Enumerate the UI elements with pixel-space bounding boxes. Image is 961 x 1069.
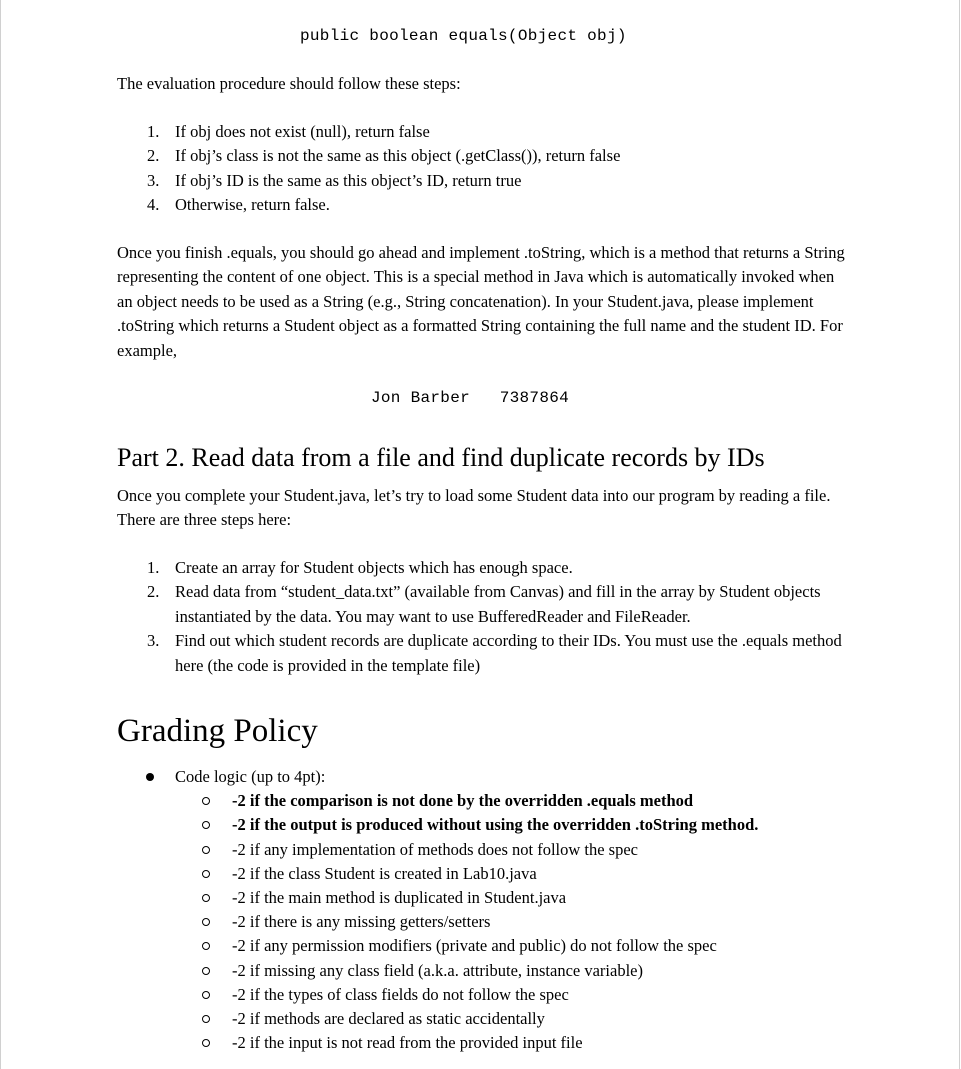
example-output: Jon Barber 7387864 [371,389,570,407]
circle-bullet-icon [202,894,210,902]
list-item: -2 if missing any class field (a.k.a. attribute, instance variable) [117,959,847,983]
list-item: 1. Create an array for Student objects which has enough space. [147,558,573,577]
part2-heading: Part 2. Read data from a file and find duplicate records by IDs [117,443,765,472]
circle-bullet-icon [202,991,210,999]
list-item: -2 if the output is produced without using the overridden .toString method. [117,813,847,837]
circle-bullet-icon [202,1015,210,1023]
circle-bullet-icon [202,967,210,975]
tostring-paragraph: Once you finish .equals, you should go ahead and implement .toString, which is a method that returns a String representing the content of one object. This is a special method in Java which is automatically invoked when an object needs to be used as a String (e.g., String concatenation). In your Student.java, please implement .toString which returns a Student object as a formatted String containing the full name and the student ID. For example, [117,243,845,360]
circle-bullet-icon [202,1039,210,1047]
list-item: -2 if there is any missing getters/setters [117,910,847,934]
grading-list [117,765,847,1055]
list-item: 3. Find out which student records are duplicate according to their IDs. You must use the .equals method here (the code is provided in the template file) [147,631,842,675]
list-item [117,765,847,1055]
grading-sublist [175,789,847,1055]
list-item: -2 if any implementation of methods does not follow the spec [117,838,847,862]
list-item: -2 if the comparison is not done by the overridden .equals method [117,789,847,813]
grading-heading: Grading Policy [117,713,318,749]
list-item: -2 if the input is not read from the provided input file [117,1031,847,1055]
code-signature: public boolean equals(Object obj) [300,27,627,45]
circle-bullet-icon [202,870,210,878]
list-item: 1. If obj does not exist (null), return false [147,122,430,141]
intro-text: The evaluation procedure should follow these steps: [117,74,461,93]
list-item: 2. Read data from “student_data.txt” (available from Canvas) and fill in the array by Student objects instantiated by the data. You may want to use BufferedReader and FileReader. [147,582,821,626]
evaluation-steps [117,120,847,218]
circle-bullet-icon [202,846,210,854]
list-item: 4. Otherwise, return false. [147,195,330,215]
list-item: -2 if any permission modifiers (private and public) do not follow the spec [117,934,847,958]
circle-bullet-icon [202,942,210,950]
bullet-dot-icon [146,773,154,781]
list-item: -2 if the types of class fields do not follow the spec [117,983,847,1007]
part2-steps [117,556,847,678]
circle-bullet-icon [202,918,210,926]
list-item: -2 if methods are declared as static accidentally [117,1007,847,1031]
list-item: 2. If obj’s class is not the same as this object (.getClass()), return false [147,146,621,166]
list-item: -2 if the main method is duplicated in Student.java [117,886,847,910]
page-border-right [959,0,960,1069]
circle-bullet-icon [202,821,210,829]
grading-bullet: Code logic (up to 4pt): [175,767,326,786]
list-item: 3. If obj’s ID is the same as this object’s ID, return true [147,170,522,190]
page-border-left [0,0,1,1069]
list-item: -2 if the class Student is created in Lab10.java [117,862,847,886]
circle-bullet-icon [202,797,210,805]
part2-intro: Once you complete your Student.java, let’s try to load some Student data into our program by reading a file. There are three steps here: [117,486,831,530]
